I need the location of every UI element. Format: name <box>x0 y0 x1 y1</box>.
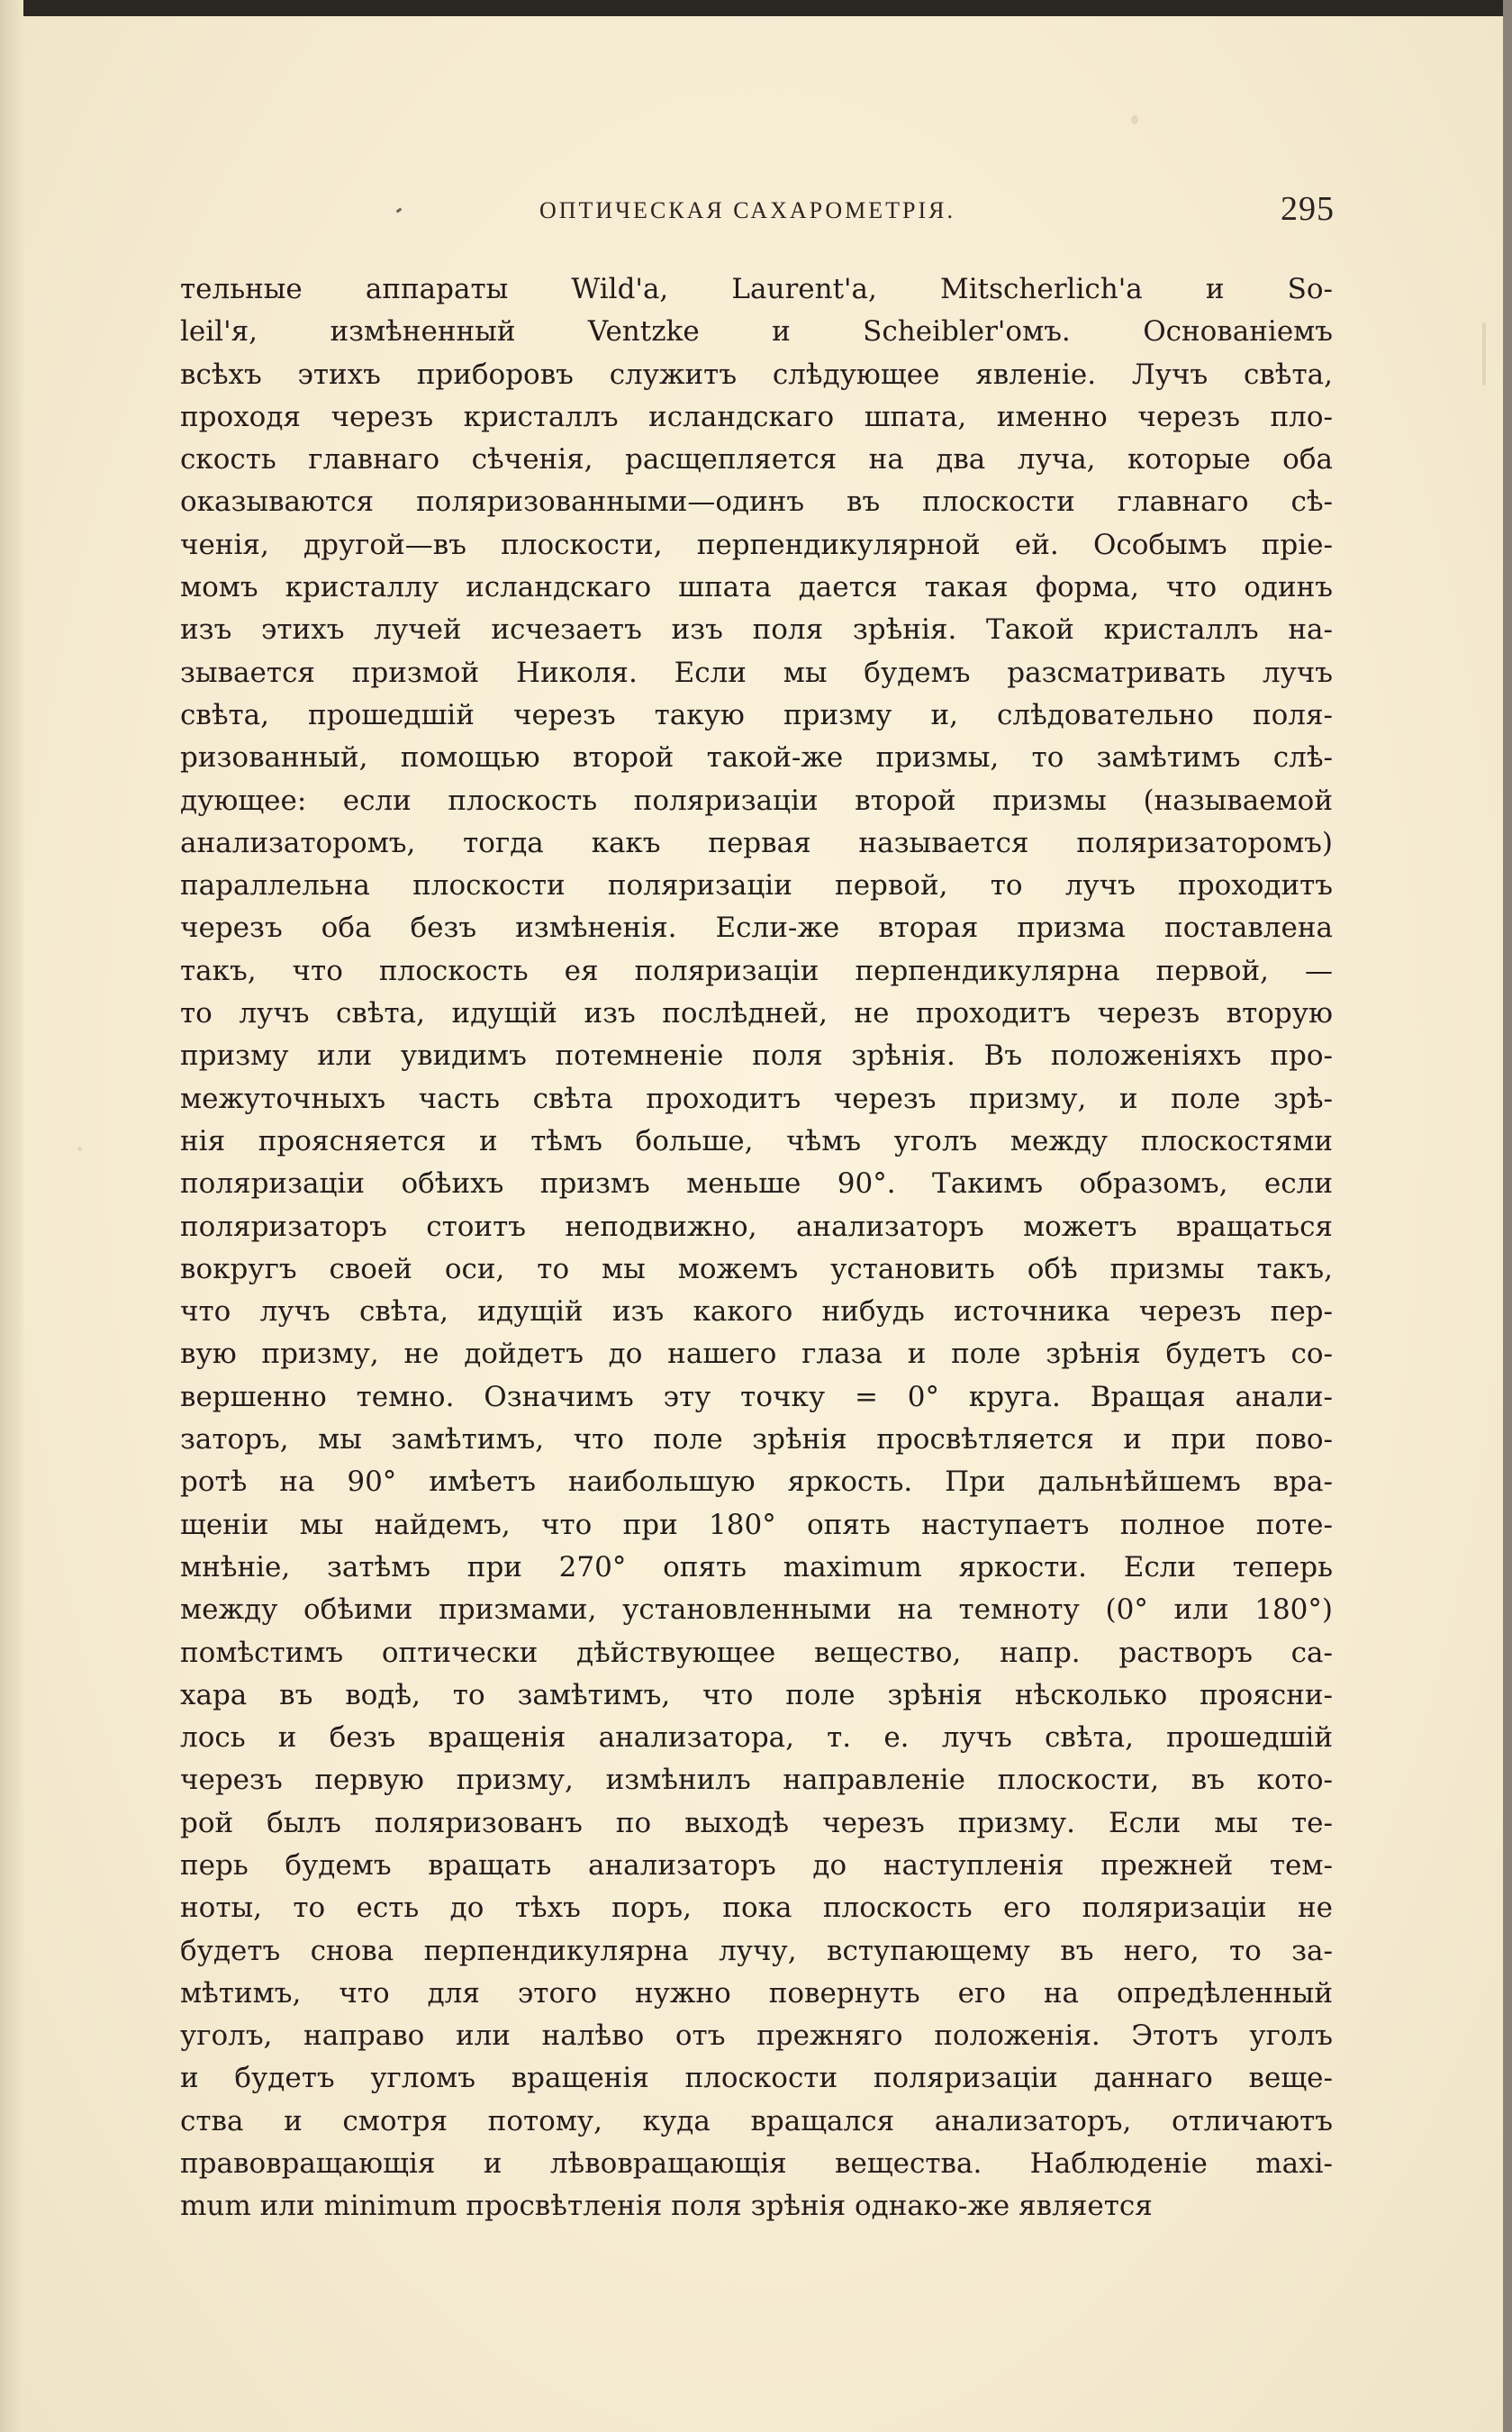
running-title: ОПТИЧЕСКАЯ САХАРОМЕТРІЯ. <box>539 197 956 223</box>
text-line: вую призму, не дойдетъ до нашего глаза и поле зрѣнія будетъ со- <box>180 1338 1333 1371</box>
text-line: призму или увидимъ потемненіе поля зрѣнія. Въ положеніяхъ про- <box>180 1039 1333 1073</box>
paper-spot <box>77 1147 82 1151</box>
text-line: mum или minimum просвѣтленія поля зрѣнія однако-же является <box>180 2190 1153 2223</box>
text-line: поляризаціи обѣихъ призмъ меньше 90°. Такимъ образомъ, если <box>180 1167 1333 1201</box>
text-line: будетъ снова перпендикулярна лучу, вступающему въ него, то за- <box>180 1934 1333 1967</box>
paper-spot <box>1482 322 1486 386</box>
text-line: правовращающія и лѣвовращающія вещества. Наблюденіе maxi- <box>180 2147 1333 2181</box>
text-line: черезъ первую призму, измѣнилъ направленіе плоскости, въ кото- <box>180 1764 1333 1797</box>
text-line: ротѣ на 90° имѣетъ наибольшую яркость. При дальнѣйшемъ вра- <box>180 1466 1333 1499</box>
text-line: заторъ, мы замѣтимъ, что поле зрѣнія просвѣтляется и при пово- <box>180 1423 1333 1456</box>
text-line: leil'я, измѣненный Ventzke и Scheibler'омъ. Основаніемъ <box>180 315 1333 349</box>
text-line: и будетъ угломъ вращенія плоскости поляризаціи даннаго веще- <box>180 2062 1333 2095</box>
text-line: такъ, что плоскость ея поляризаціи перпендикулярна первой, — <box>180 954 1333 987</box>
text-line: изъ этихъ лучей исчезаетъ изъ поля зрѣнія. Такой кристаллъ на- <box>180 613 1333 647</box>
text-line: лось и безъ вращенія анализатора, т. е. лучъ свѣта, прошедшій <box>180 1721 1333 1755</box>
running-head <box>0 0 1512 228</box>
text-line: помѣстимъ оптически дѣйствующее вещество, напр. растворъ са- <box>180 1636 1333 1669</box>
text-line: хара въ водѣ, то замѣтимъ, что поле зрѣнія нѣсколько проясни- <box>180 1678 1333 1711</box>
text-line: скость главнаго сѣченія, расщепляется на два луча, которые оба <box>180 443 1333 476</box>
text-line: нія проясняется и тѣмъ больше, чѣмъ уголъ между плоскостями <box>180 1124 1333 1157</box>
text-line: зывается призмой Николя. Если мы будемъ разсматривать лучъ <box>180 656 1333 689</box>
text-line: оказываются поляризованными—одинъ въ плоскости главнаго сѣ- <box>180 485 1333 519</box>
text-line: между обѣими призмами, установленными на темноту (0° или 180°) <box>180 1593 1333 1627</box>
text-line: ризованный, помощью второй такой-же призмы, то замѣтимъ слѣ- <box>180 741 1333 775</box>
text-line: что лучъ свѣта, идущій изъ какого нибудь источника черезъ пер- <box>180 1295 1333 1329</box>
text-line: рой былъ поляризованъ по выходѣ черезъ призму. Если мы те- <box>180 1806 1333 1839</box>
page-number: 295 <box>1281 190 1335 228</box>
text-line: то лучъ свѣта, идущій изъ послѣдней, не проходитъ черезъ вторую <box>180 997 1333 1030</box>
text-line: ноты, то есть до тѣхъ поръ, пока плоскость его поляризаціи не <box>180 1892 1333 1925</box>
body-text <box>180 268 1333 2228</box>
text-line: уголъ, направо или налѣво отъ прежняго положенія. Этотъ уголъ <box>180 2019 1333 2053</box>
text-line: анализаторомъ, тогда какъ первая называется поляризаторомъ) <box>180 826 1333 859</box>
text-line: ства и смотря потому, куда вращался анализаторъ, отличаютъ <box>180 2104 1333 2137</box>
text-line: мѣтимъ, что для этого нужно повернуть его на опредѣленный <box>180 1976 1333 2010</box>
text-line: перь будемъ вращать анализаторъ до наступленія прежней тем- <box>180 1848 1333 1882</box>
text-line: тельные аппараты Wild'a, Laurent'a, Mitscherlich'a и So- <box>180 273 1333 305</box>
text-line: межуточныхъ часть свѣта проходитъ черезъ призму, и поле зрѣ- <box>180 1082 1333 1115</box>
text-line: всѣхъ этихъ приборовъ служитъ слѣдующее явленіе. Лучъ свѣта, <box>180 358 1333 391</box>
text-line: проходя черезъ кристаллъ исландскаго шпата, именно черезъ пло- <box>180 400 1333 433</box>
text-line: ченія, другой—въ плоскости, перпендикулярной ей. Особымъ пріе- <box>180 528 1333 561</box>
text-line: дующее: если плоскость поляризаціи второй призмы (называемой <box>180 784 1333 817</box>
text-line: свѣта, прошедшій черезъ такую призму и, слѣдовательно поля- <box>180 698 1333 731</box>
text-line: щеніи мы найдемъ, что при 180° опять наступаетъ полное поте- <box>180 1508 1333 1541</box>
scan-right-edge <box>1503 0 1512 2432</box>
ink-mark <box>396 208 403 213</box>
text-line: поляризаторъ стоитъ неподвижно, анализаторъ можетъ вращаться <box>180 1210 1333 1243</box>
text-line: черезъ оба безъ измѣненія. Если-же вторая призма поставлена <box>180 912 1333 945</box>
text-line: момъ кристаллу исландскаго шпата дается такая форма, что одинъ <box>180 571 1333 604</box>
text-line: вокругъ своей оси, то мы можемъ установить обѣ призмы такъ, <box>180 1252 1333 1285</box>
text-line: вершенно темно. Означимъ эту точку = 0° круга. Вращая анали- <box>180 1380 1333 1413</box>
text-line: мнѣніе, затѣмъ при 270° опять maximum яркости. Если теперь <box>180 1550 1333 1584</box>
scan-left-margin <box>0 0 23 2432</box>
text-line: параллельна плоскости поляризаціи первой, то лучъ проходитъ <box>180 869 1333 903</box>
